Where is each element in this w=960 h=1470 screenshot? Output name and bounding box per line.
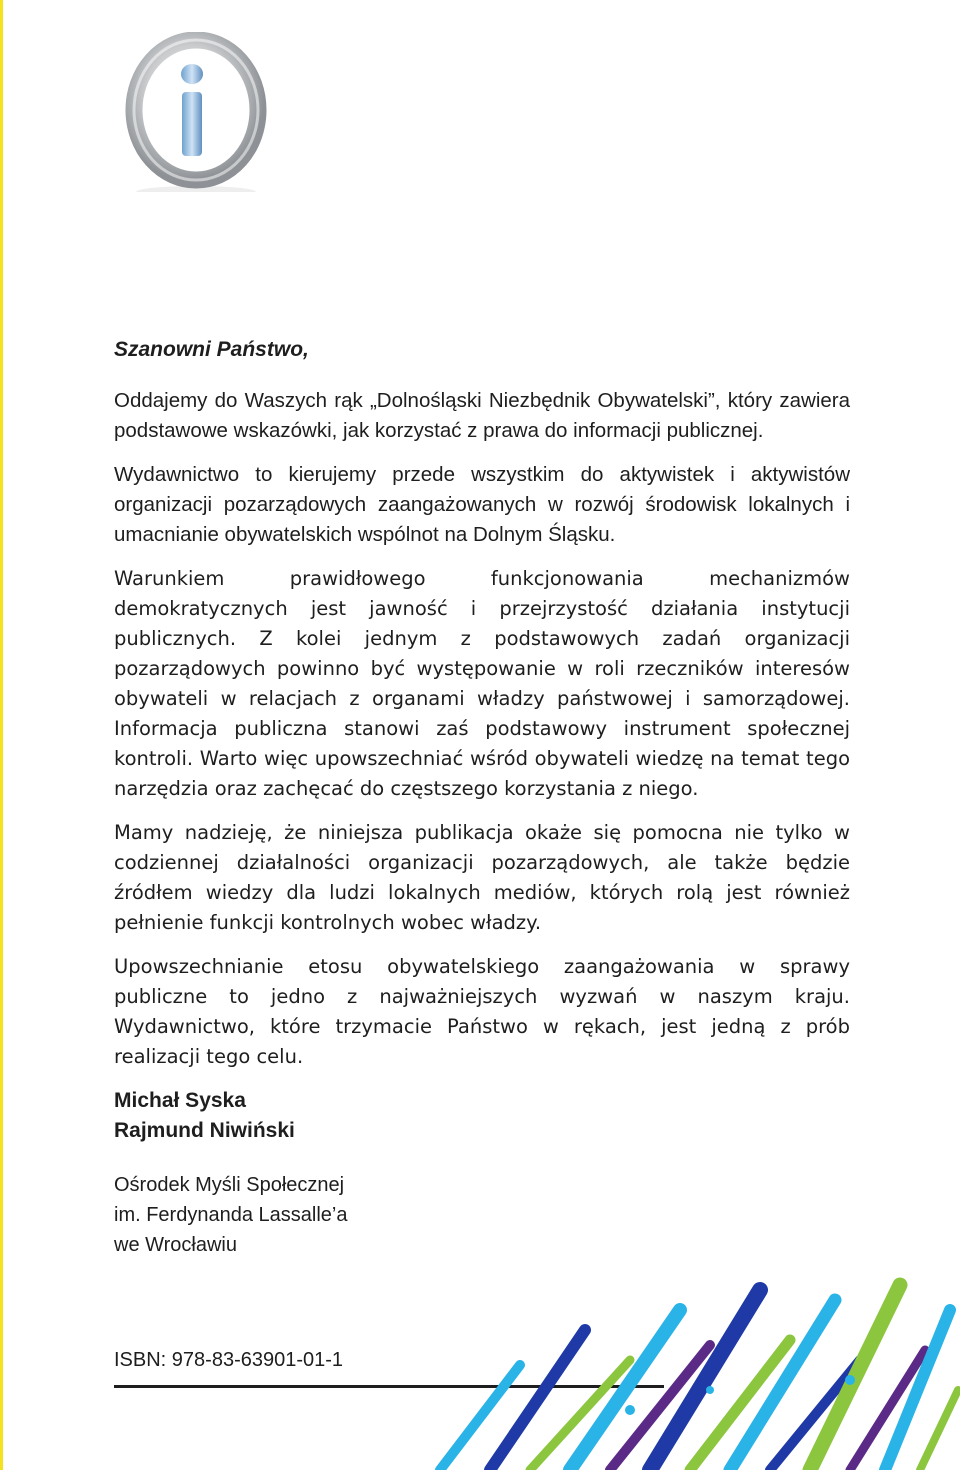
left-edge-stripe	[0, 0, 3, 1470]
salutation: Szanowni Państwo,	[114, 338, 309, 361]
organization-block	[114, 1170, 850, 1260]
organization-line: Ośrodek Myśli Społecznej	[114, 1174, 345, 1196]
paragraph-2: Wydawnictwo to kierujemy przede wszystkim do aktywistek i aktywistów organizacji pozarządowych zaangażowanych w rozwój środowisk lokalnych i umacnianie obywatelskich wspólnot na Dolnym Śląsku.	[114, 463, 850, 546]
paragraph-5: Upowszechnianie etosu obywatelskiego zaangażowania w sprawy publiczne to jedno z najważniejszych wyzwań w naszym kraju. Wydawnictwo, które trzymacie Państwo w rękach, jest jedną z prób realizacji tego celu.	[114, 955, 850, 1068]
signatures	[114, 1086, 850, 1146]
paragraph-4: Mamy nadzieję, że niniejsza publikacja okaże się pomocna nie tylko w codziennej działalności organizacji pozarządowych, ale także będzie źródłem wiedzy dla ludzi lokalnych mediów, których rolą jest również pełnienie funkcji kontrolnych wobec władzy.	[114, 821, 850, 934]
decorative-stripes-graphic	[380, 1270, 960, 1470]
paragraph-3: Warunkiem prawidłowego funkcjonowania mechanizmów demokratycznych jest jawność i przejrzystość działania instytucji publicznych. Z kolei jednym z podstawowych zadań organizacji pozarządowych powinno być występowanie w roli rzeczników interesów obywateli w relacjach z organami władzy państwowej i samorządowej. Informacja publiczna stanowi zaś podstawowy instrument społecznej kontroli. Warto więc upowszechniać wśród obywateli wiedzę na temat tego narzędzia oraz zachęcać do częstszego korzystania z niego.	[114, 567, 850, 800]
isbn-text: ISBN: 978-83-63901-01-1	[114, 1349, 344, 1371]
organization-line: im. Ferdynanda Lassalle’a	[114, 1204, 348, 1226]
organization-line: we Wrocławiu	[114, 1234, 237, 1256]
signature-name: Rajmund Niwiński	[114, 1119, 295, 1142]
paragraph-1: Oddajemy do Waszych rąk „Dolnośląski Niezbędnik Obywatelski”, który zawiera podstawowe wskazówki, jak korzystać z prawa do informacji publicznej.	[114, 389, 850, 442]
letter-body	[114, 336, 850, 1260]
info-logo-icon	[120, 32, 270, 192]
signature-name: Michał Syska	[114, 1089, 246, 1112]
